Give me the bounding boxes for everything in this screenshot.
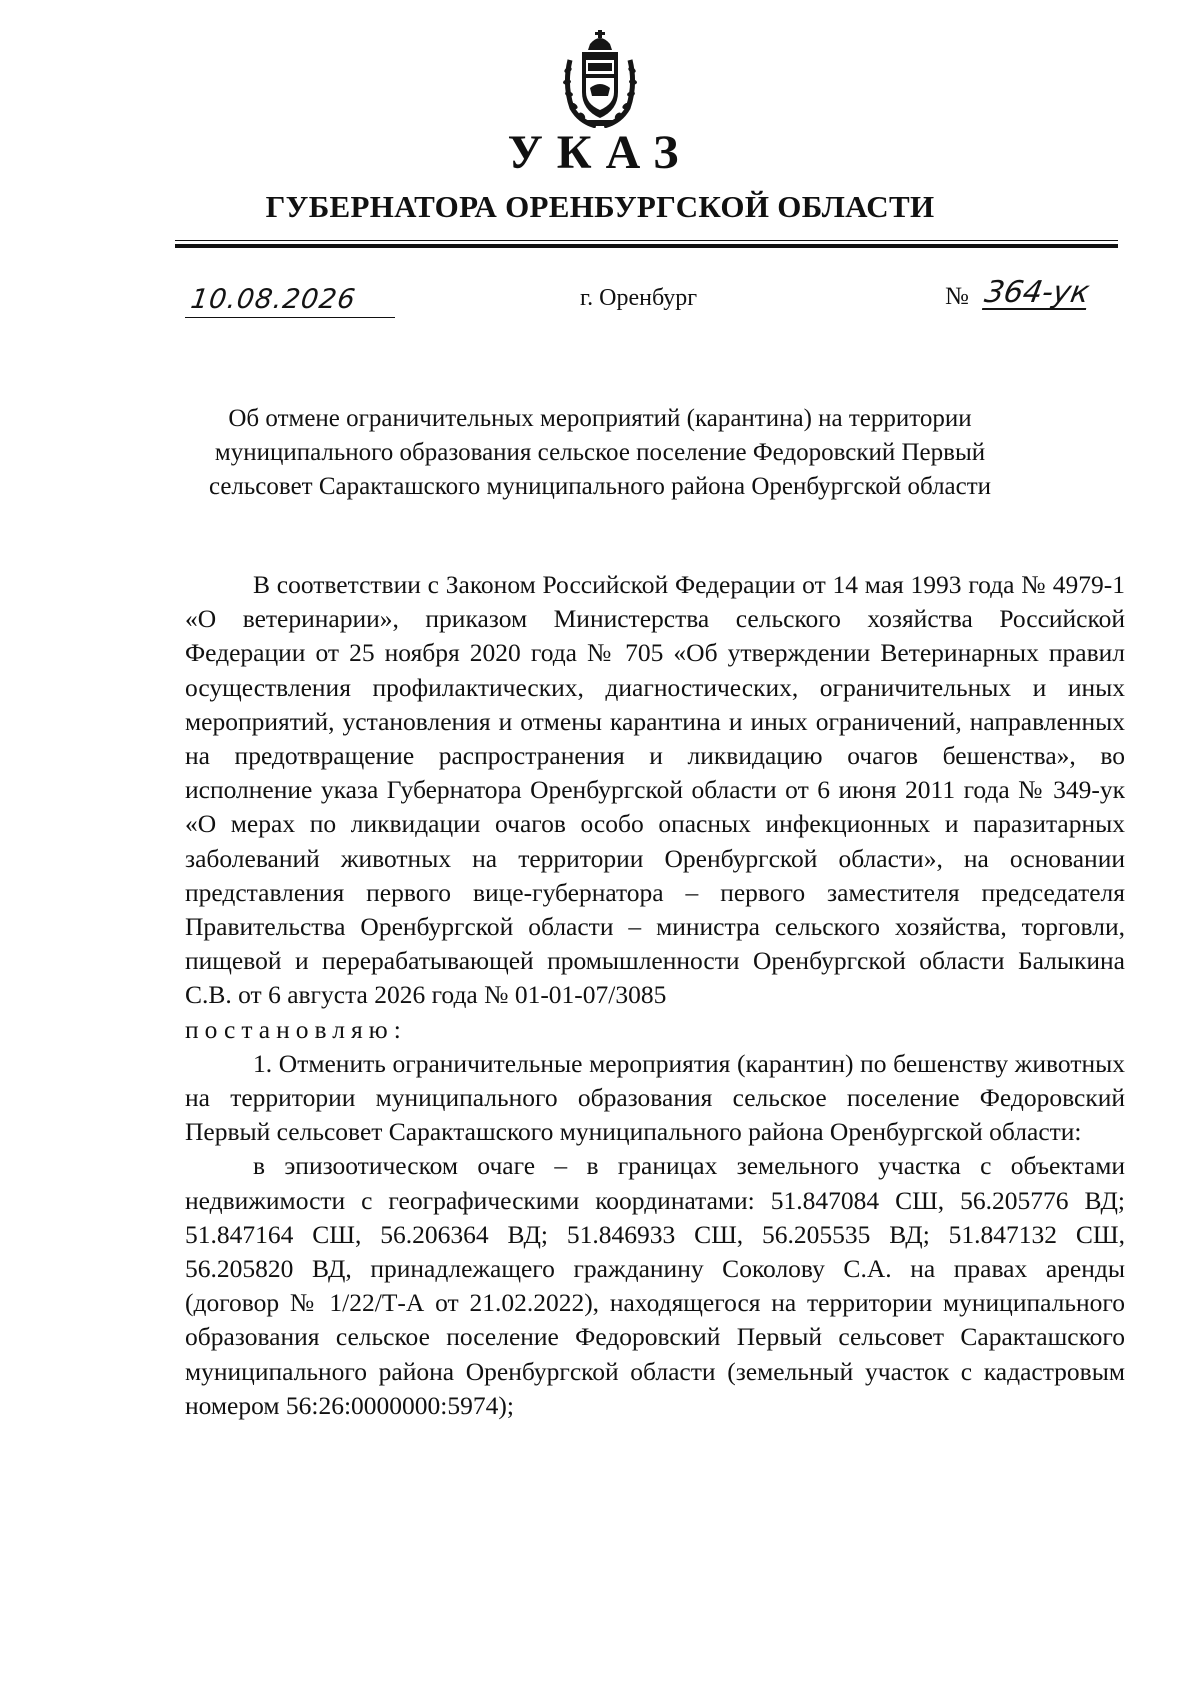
document-subject xyxy=(150,402,1050,504)
handwritten-date: 10.08.2026 xyxy=(188,284,358,315)
preamble-paragraph: В соответствии с Законом Российской Федерации от 14 мая 1993 года № 4979-1 «О ветеринарии», приказом Министерства сельского хозяйства Российской Федерации от 25 ноября 2020 года № 705 «Об утверждении Ветеринарных правил осуществления профилактических, диагностических, ограничительных и иных мероприятий, установления и отмены карантина и иных ограничений, направленных на предотвращение распространения и ликвидацию очагов бешенства», во исполнение указа Губернатора Оренбургской области от 6 июня 2011 года № 349-ук «О мерах по ликвидации очагов особо опасных инфекционных и паразитарных заболеваний животных на территории Оренбургской области», на основании представления первого вице-губернатора – первого заместителя председателя Правительства Оренбургской области – министра сельского хозяйства, торговли, пищевой и перерабатывающей промышленности Оренбургской области Балыкина С.В. от 6 августа 2026 года № 01-01-07/3085 xyxy=(185,570,1125,1010)
decree-word: постановляю: xyxy=(185,1014,407,1044)
date-field xyxy=(185,281,395,318)
document-issuer: ГУБЕРНАТОРА ОРЕНБУРГСКОЙ ОБЛАСТИ xyxy=(265,189,935,224)
document-title: УКАЗ xyxy=(507,126,693,179)
header-divider-thick xyxy=(175,244,1118,248)
subject-line: сельсовет Саракташского муниципального района Оренбургской области xyxy=(208,473,992,500)
subject-line: Об отмене ограничительных мероприятий (карантина) на территории xyxy=(228,405,972,432)
subject-line: муниципального образования сельское поселение Федоровский Первый xyxy=(214,439,986,466)
issue-city: г. Оренбург xyxy=(580,285,698,311)
header-divider-thin xyxy=(175,240,1118,241)
number-label: № xyxy=(945,283,969,310)
coat-of-arms-icon xyxy=(562,30,638,128)
item-1-paragraph: 1. Отменить ограничительные мероприятия (карантин) по бешенству животных на территории муниципального образования сельское поселение Федоровский Первый сельсовет Саракташского муниципального района Оренбургской области: xyxy=(185,1048,1125,1147)
item-1-detail-paragraph: в эпизоотическом очаге – в границах земельного участка с объектами недвижимости с географическими координатами: 51.847084 СШ, 56.205776 ВД; 51.847164 СШ, 56.206364 ВД; 51.846933 СШ, 56.205535 ВД; 51.847132 СШ, 56.205820 ВД, принадлежащего гражданину Соколову С.А. на правах аренды (договор № 1/22/Т-А от 21.02.2022), находящегося на территории муниципального образования сельское поселение Федоровский Первый сельсовет Саракташского муниципального района Оренбургской области (земельный участок с кадастровым номером 56:26:0000000:5974); xyxy=(185,1151,1125,1420)
document-body xyxy=(185,568,1125,1423)
document-meta-row xyxy=(0,275,1200,325)
handwritten-number: 364-ук xyxy=(981,275,1093,310)
